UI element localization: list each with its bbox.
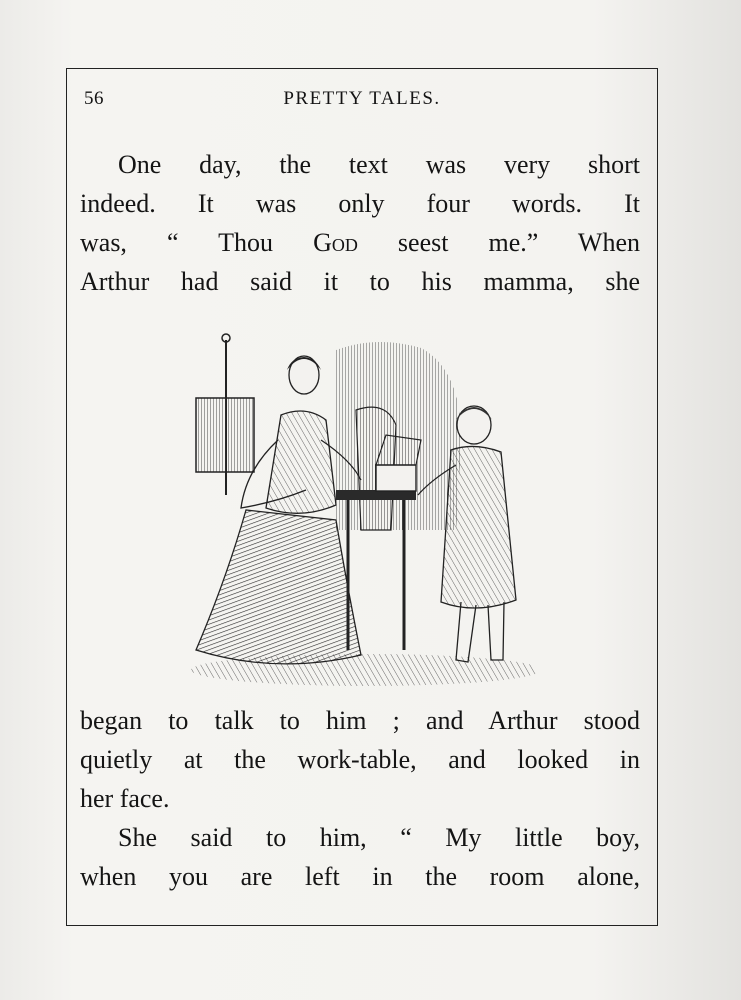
text-line: Arthur had said it to his mamma, she: [80, 267, 640, 296]
text-line: when you are left in the room alone,: [80, 862, 640, 891]
page-number: 56: [84, 88, 104, 109]
text-line: her face.: [80, 784, 170, 813]
page-header: [84, 88, 640, 114]
text-line: began to talk to him ; and Arthur stood: [80, 706, 640, 735]
text-line: was, “ Thou God seest me.” When: [80, 228, 640, 257]
text-line: One day, the text was very short: [118, 150, 640, 179]
paragraph-two: [80, 701, 640, 818]
engraving-mother-and-son-icon: [186, 330, 536, 690]
paragraph-three: [80, 818, 640, 896]
text-line: She said to him, “ My little boy,: [118, 823, 640, 852]
text-line: quietly at the work-table, and looked in: [80, 745, 640, 774]
running-head: PRETTY TALES.: [283, 88, 441, 109]
text-line: indeed. It was only four words. It: [80, 189, 640, 218]
paragraph-one: [80, 145, 640, 301]
